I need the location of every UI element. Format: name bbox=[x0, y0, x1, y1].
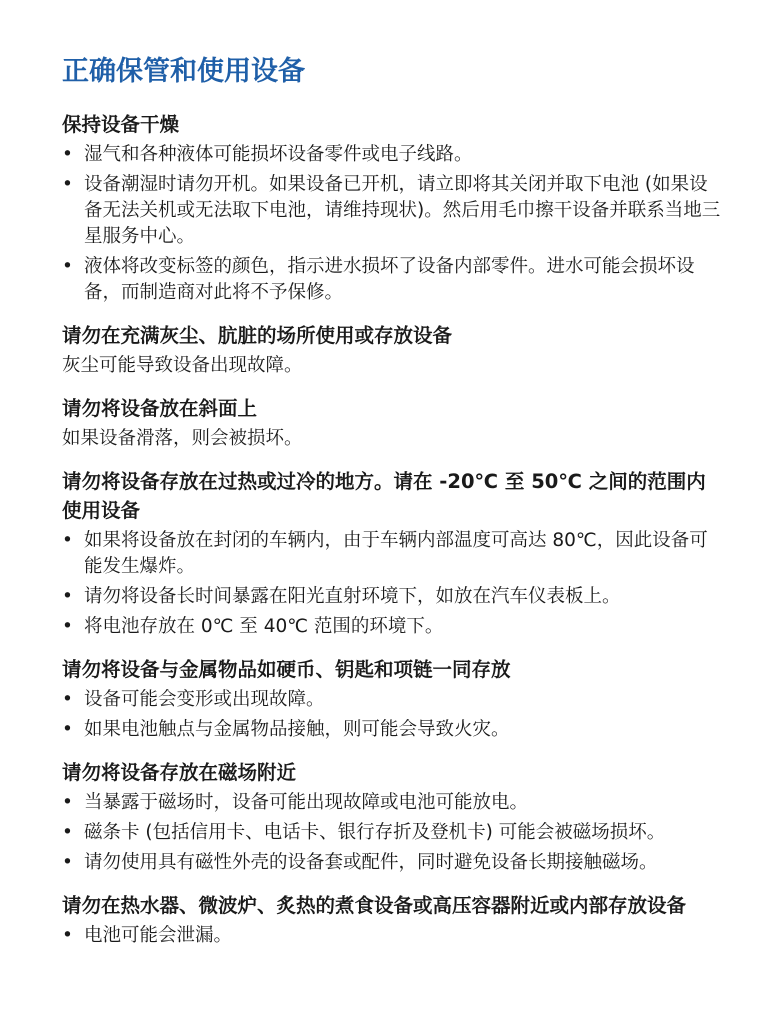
section-dust bbox=[62, 321, 722, 379]
bullet-icon: • bbox=[62, 719, 73, 740]
list-item-text: 设备可能会变形或出现故障。 bbox=[84, 689, 325, 710]
list-item bbox=[62, 790, 722, 816]
list-item-text: 如果电池触点与金属物品接触，则可能会导致火灾。 bbox=[84, 719, 510, 740]
bullet-list bbox=[62, 142, 722, 306]
list-item-text: 液体将改变标签的颜色，指示进水损坏了设备内部零件。进水可能会损坏设备，而制造商对此将不予保修。 bbox=[84, 256, 695, 303]
section-slope bbox=[62, 394, 722, 452]
document-page bbox=[62, 52, 722, 964]
section-heading: 请勿在热水器、微波炉、炙热的煮食设备或高压容器附近或内部存放设备 bbox=[62, 894, 687, 917]
section-heading: 请勿将设备存放在过热或过冷的地方。请在 -20℃ 至 50℃ 之间的范围内使用设备 bbox=[62, 470, 706, 522]
bullet-icon: • bbox=[62, 174, 73, 195]
section-metal-objects bbox=[62, 655, 722, 743]
bullet-icon: • bbox=[62, 792, 73, 813]
list-item-text: 湿气和各种液体可能损坏设备零件或电子线路。 bbox=[84, 144, 473, 165]
list-item-text: 如果将设备放在封闭的车辆内，由于车辆内部温度可高达 80℃，因此设备可能发生爆炸。 bbox=[84, 530, 708, 577]
list-item bbox=[62, 850, 722, 876]
bullet-icon: • bbox=[62, 144, 73, 165]
list-item-text: 电池可能会泄漏。 bbox=[84, 925, 233, 946]
bullet-list bbox=[62, 923, 722, 949]
section-keep-dry bbox=[62, 110, 722, 306]
list-item bbox=[62, 254, 722, 306]
section-heading: 保持设备干燥 bbox=[62, 113, 180, 136]
list-item-text: 磁条卡 (包括信用卡、电话卡、银行存折及登机卡) 可能会被磁场损坏。 bbox=[84, 822, 666, 843]
list-item-text: 请勿将设备长时间暴露在阳光直射环境下，如放在汽车仪表板上。 bbox=[84, 586, 621, 607]
list-item-text: 当暴露于磁场时，设备可能出现故障或电池可能放电。 bbox=[84, 792, 529, 813]
bullet-icon: • bbox=[62, 256, 73, 277]
list-item bbox=[62, 820, 722, 846]
list-item bbox=[62, 142, 722, 168]
list-item bbox=[62, 717, 722, 743]
section-heading: 请勿将设备存放在磁场附近 bbox=[62, 761, 297, 784]
bullet-list bbox=[62, 790, 722, 876]
list-item-text: 设备潮湿时请勿开机。如果设备已开机，请立即将其关闭并取下电池 (如果设备无法关机或无法取下电池，请维持现状)。然后用毛巾擦干设备并联系当地三星服务中心。 bbox=[84, 174, 721, 247]
section-temperature bbox=[62, 467, 722, 640]
bullet-icon: • bbox=[62, 852, 73, 873]
section-text: 如果设备滑落，则会被损坏。 bbox=[62, 428, 303, 449]
section-heading: 请勿在充满灰尘、肮脏的场所使用或存放设备 bbox=[62, 324, 453, 347]
list-item bbox=[62, 923, 722, 949]
bullet-list bbox=[62, 528, 722, 640]
bullet-icon: • bbox=[62, 586, 73, 607]
section-heat-sources bbox=[62, 891, 722, 949]
bullet-icon: • bbox=[62, 530, 73, 551]
list-item bbox=[62, 528, 722, 580]
section-heading: 请勿将设备放在斜面上 bbox=[62, 397, 258, 420]
section-text: 灰尘可能导致设备出现故障。 bbox=[62, 355, 303, 376]
list-item bbox=[62, 172, 722, 250]
section-heading: 请勿将设备与金属物品如硬币、钥匙和项链一同存放 bbox=[62, 658, 511, 681]
page-title: 正确保管和使用设备 bbox=[62, 56, 305, 87]
list-item-text: 将电池存放在 0℃ 至 40℃ 范围的环境下。 bbox=[84, 616, 444, 637]
bullet-icon: • bbox=[62, 822, 73, 843]
bullet-icon: • bbox=[62, 925, 73, 946]
bullet-icon: • bbox=[62, 689, 73, 710]
list-item bbox=[62, 687, 722, 713]
bullet-icon: • bbox=[62, 616, 73, 637]
bullet-list bbox=[62, 687, 722, 743]
list-item bbox=[62, 584, 722, 610]
section-magnetic-field bbox=[62, 758, 722, 876]
list-item bbox=[62, 614, 722, 640]
list-item-text: 请勿使用具有磁性外壳的设备套或配件，同时避免设备长期接触磁场。 bbox=[84, 852, 658, 873]
